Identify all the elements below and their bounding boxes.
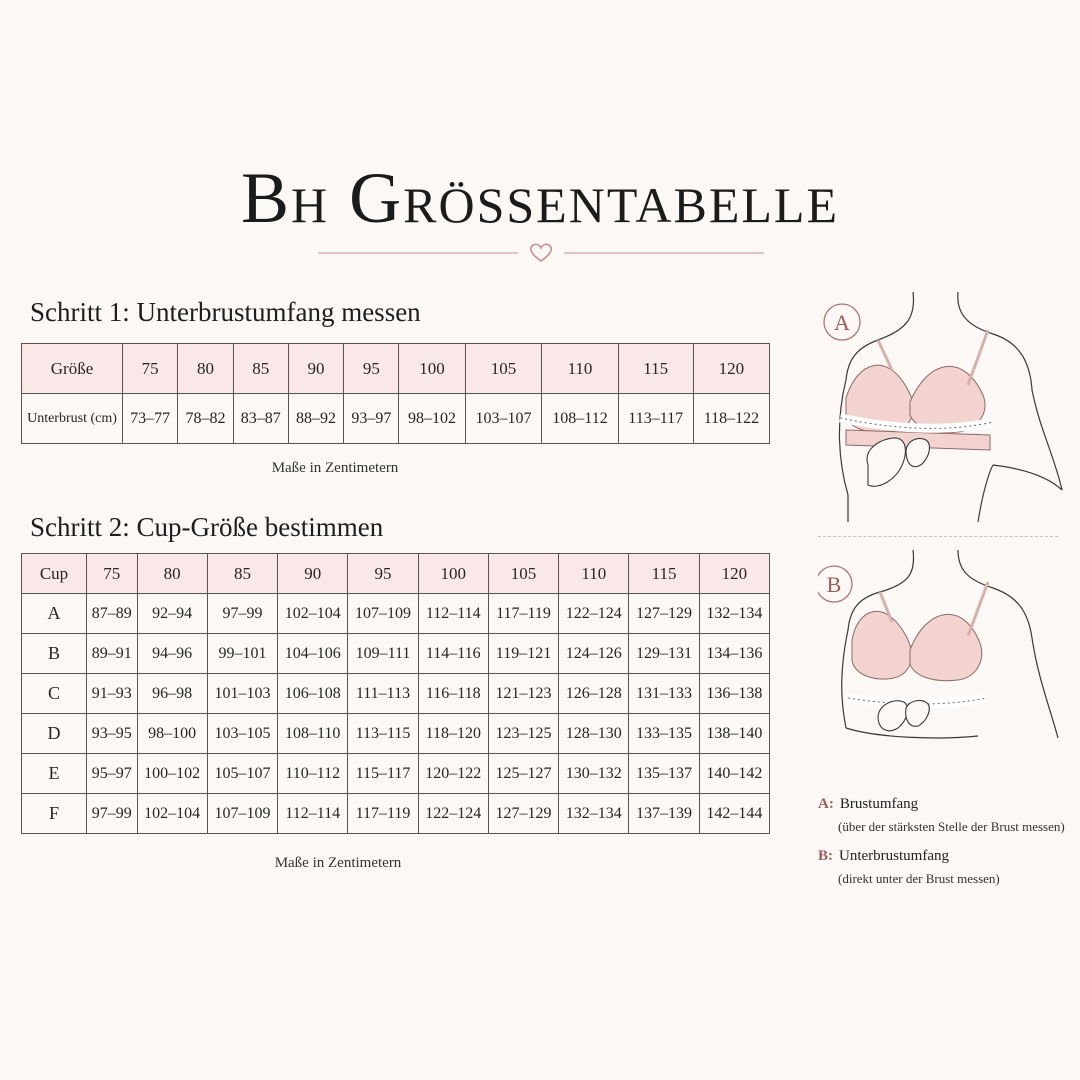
- table-cell: 113–115: [348, 714, 418, 754]
- cup-label: F: [22, 794, 87, 834]
- table-cell: 132–134: [559, 794, 629, 834]
- table-cell: 93–95: [87, 714, 138, 754]
- figure-b-badge: B: [826, 572, 842, 597]
- size-header: 120: [693, 344, 769, 394]
- bra-shape-b: [852, 582, 988, 681]
- table-cell: 98–102: [399, 394, 465, 444]
- table-cell: 106–108: [278, 674, 348, 714]
- table-cell: 108–110: [278, 714, 348, 754]
- table-cell: 121–123: [488, 674, 558, 714]
- table-row: [22, 794, 770, 834]
- cup-table: [21, 553, 770, 834]
- page-title: Bh Grössentabelle: [240, 158, 839, 238]
- table-cell: 127–129: [488, 794, 558, 834]
- table-cell: 93–97: [344, 394, 399, 444]
- table-cell: 102–104: [278, 594, 348, 634]
- table-cell: 119–121: [488, 634, 558, 674]
- table-cell: 127–129: [629, 594, 699, 634]
- table-cell: 132–134: [699, 594, 769, 634]
- table-cell: 101–103: [207, 674, 277, 714]
- table-cell: 118–120: [418, 714, 488, 754]
- size-header: 75: [87, 554, 138, 594]
- legend-a-label: Brustumfang: [839, 796, 919, 812]
- table-cell: 140–142: [699, 754, 769, 794]
- table-cell: 122–124: [418, 794, 488, 834]
- table-cell: 102–104: [137, 794, 207, 834]
- legend-b: [818, 848, 1000, 887]
- cup-label: B: [22, 634, 87, 674]
- table-cell: 111–113: [348, 674, 418, 714]
- size-header: 100: [399, 344, 465, 394]
- size-header: 90: [288, 344, 343, 394]
- table-cell: 107–109: [207, 794, 277, 834]
- step2-note: Maße in Zentimetern: [274, 855, 402, 871]
- table-cell: 110–112: [278, 754, 348, 794]
- size-header: 80: [178, 344, 233, 394]
- size-header: 85: [207, 554, 277, 594]
- size-header: 75: [123, 344, 178, 394]
- size-header: 115: [618, 344, 693, 394]
- table-cell: 105–107: [207, 754, 277, 794]
- size-header: 95: [344, 344, 399, 394]
- table-row: [22, 594, 770, 634]
- table-cell: 129–131: [629, 634, 699, 674]
- table-cell: 120–122: [418, 754, 488, 794]
- table-cell: 133–135: [629, 714, 699, 754]
- table-row: [22, 634, 770, 674]
- size-header: 110: [542, 344, 618, 394]
- table-cell: 96–98: [137, 674, 207, 714]
- title-divider: [318, 240, 764, 266]
- table-cell: 100–102: [137, 754, 207, 794]
- table-cell: 109–111: [348, 634, 418, 674]
- table-cell: 142–144: [699, 794, 769, 834]
- size-header: 105: [488, 554, 558, 594]
- table-cell: 78–82: [178, 394, 233, 444]
- table-cell: 135–137: [629, 754, 699, 794]
- table-cell: 117–119: [488, 594, 558, 634]
- table-cell: 112–114: [418, 594, 488, 634]
- cup-label: D: [22, 714, 87, 754]
- table-cell: 115–117: [348, 754, 418, 794]
- table-cell: 118–122: [693, 394, 769, 444]
- cup-label: E: [22, 754, 87, 794]
- step1-note: Maße in Zentimetern: [271, 460, 399, 476]
- table-cell: 122–124: [559, 594, 629, 634]
- table-cell: 94–96: [137, 634, 207, 674]
- table-cell: 124–126: [559, 634, 629, 674]
- underbust-table: [21, 343, 770, 444]
- corner-cup-label: Cup: [22, 554, 87, 594]
- legend-a-letter: A:: [818, 796, 834, 812]
- step2-heading: Schritt 2: Cup-Größe bestimmen: [30, 512, 384, 542]
- table-cell: 92–94: [137, 594, 207, 634]
- table-row: [22, 714, 770, 754]
- table-cell: 88–92: [288, 394, 343, 444]
- table-row: [22, 394, 770, 444]
- table-cell: 104–106: [278, 634, 348, 674]
- size-header: 95: [348, 554, 418, 594]
- step1-heading: Schritt 1: Unterbrustumfang messen: [30, 297, 421, 327]
- table-cell: 95–97: [87, 754, 138, 794]
- table-cell: 138–140: [699, 714, 769, 754]
- size-header: 105: [465, 344, 542, 394]
- size-header: 100: [418, 554, 488, 594]
- table-cell: 97–99: [207, 594, 277, 634]
- cup-label: C: [22, 674, 87, 714]
- table-cell: 116–118: [418, 674, 488, 714]
- legend-a: [818, 796, 1065, 835]
- table-cell: 87–89: [87, 594, 138, 634]
- size-header: 110: [559, 554, 629, 594]
- table-cell: 89–91: [87, 634, 138, 674]
- figure-a-badge: A: [834, 310, 850, 335]
- table-cell: 113–117: [618, 394, 693, 444]
- table-cell: 97–99: [87, 794, 138, 834]
- figure-a-bust-measurement: [818, 290, 1078, 522]
- size-header: 115: [629, 554, 699, 594]
- table-cell: 103–107: [465, 394, 542, 444]
- table-cell: 91–93: [87, 674, 138, 714]
- table-cell: 136–138: [699, 674, 769, 714]
- table-cell: 114–116: [418, 634, 488, 674]
- legend-b-sub: (direkt unter der Brust messen): [838, 871, 1000, 886]
- table-row: [22, 674, 770, 714]
- table-cell: 107–109: [348, 594, 418, 634]
- size-header: 120: [699, 554, 769, 594]
- size-header: 90: [278, 554, 348, 594]
- table-cell: 137–139: [629, 794, 699, 834]
- table-cell: 134–136: [699, 634, 769, 674]
- figure-divider: [818, 536, 1058, 537]
- table-row: [22, 344, 770, 394]
- legend-a-sub: (über der stärksten Stelle der Brust messen): [838, 819, 1065, 834]
- figure-b-underbust-measurement: [818, 548, 1078, 748]
- table-row: [22, 554, 770, 594]
- legend-b-letter: B:: [818, 848, 833, 864]
- table-cell: 98–100: [137, 714, 207, 754]
- table-cell: 117–119: [348, 794, 418, 834]
- size-header: 85: [233, 344, 288, 394]
- table-row: [22, 754, 770, 794]
- table-cell: 128–130: [559, 714, 629, 754]
- table-cell: 108–112: [542, 394, 618, 444]
- heart-icon: [531, 244, 552, 261]
- cup-label: A: [22, 594, 87, 634]
- table-cell: 130–132: [559, 754, 629, 794]
- table-cell: 99–101: [207, 634, 277, 674]
- table-cell: 126–128: [559, 674, 629, 714]
- row-label-underbust: Unterbrust (cm): [22, 394, 123, 444]
- table-cell: 123–125: [488, 714, 558, 754]
- table-cell: 112–114: [278, 794, 348, 834]
- table-cell: 73–77: [123, 394, 178, 444]
- size-header: 80: [137, 554, 207, 594]
- table-cell: 103–105: [207, 714, 277, 754]
- row-label-size: Größe: [22, 344, 123, 394]
- table-cell: 125–127: [488, 754, 558, 794]
- table-cell: 131–133: [629, 674, 699, 714]
- legend-b-label: Unterbrustumfang: [839, 848, 949, 864]
- table-cell: 83–87: [233, 394, 288, 444]
